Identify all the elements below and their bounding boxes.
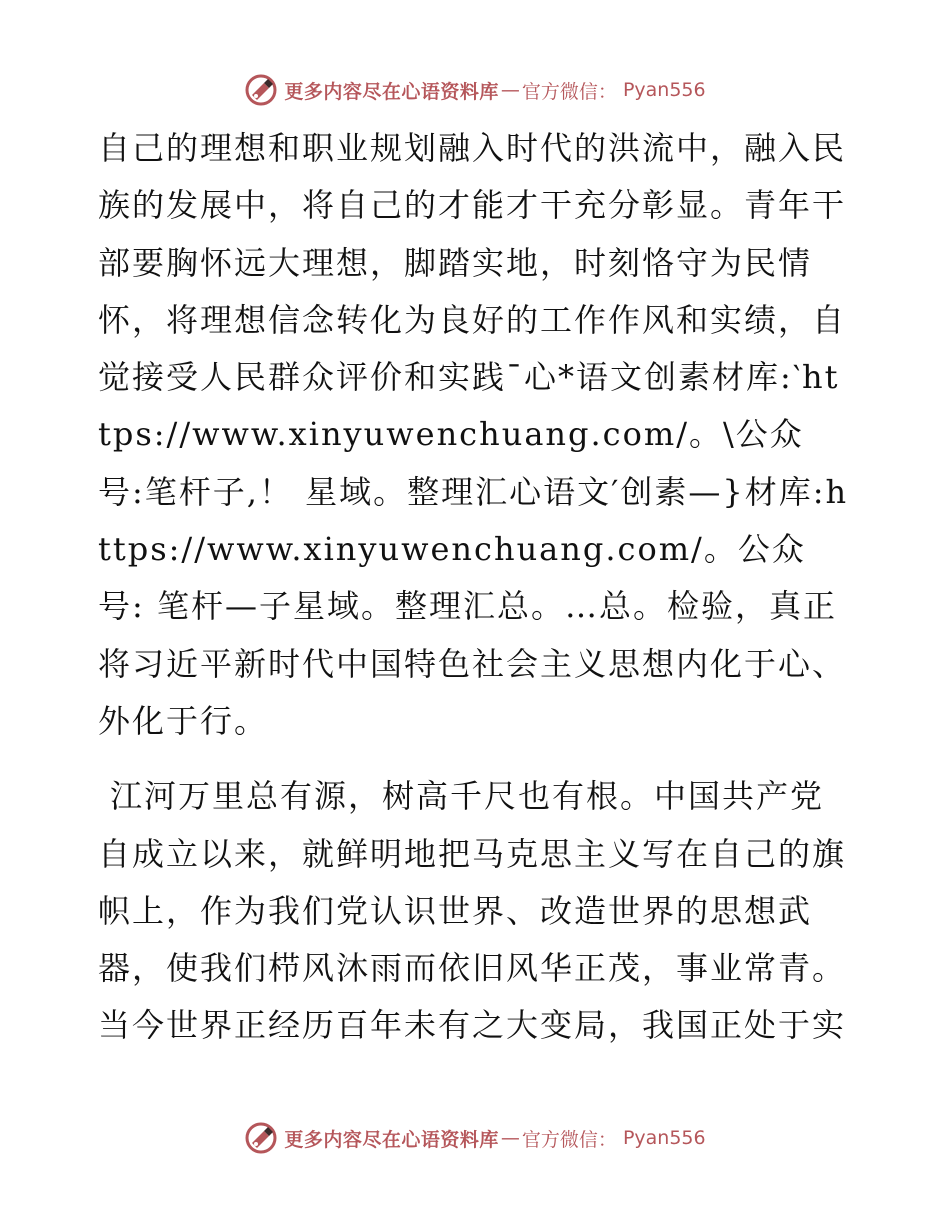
paragraph-2: 江河万里总有源，树高千尺也有根。中国共产党自成立以来，就鲜明地把马克思主义写在自己的旗帜上，作为我们党认识世界、改造世界的思想武器，使我们栉风沐雨而依旧风华正茂，事业常青。当今世界正经历百年未有之大变局，我国正处于实 — [98, 777, 847, 1045]
header-wechat-label: 官方微信： — [521, 80, 617, 103]
header-banner — [0, 70, 950, 110]
footer-banner — [0, 1118, 950, 1158]
document-body — [98, 120, 850, 1055]
paragraph-1: 自己的理想和职业规划融入时代的洪流中，融入民族的发展中，将自己的才能才干充分彰显。青年干部要胸怀远大理想，脚踏实地，时刻恪守为民情怀，将理想信念转化为良好的工作作风和实绩，自觉接受人民群众评价和实践¯心*语文创素材库:‵https://www.xinyuwenchuang.com/。\公众号:笔杆子,！ 星域。整理汇心语文′创素—}材库:https://www.xinyuwenchuang.com/。公众号: 笔杆—子星域。整理汇总。…总。检验，真正将习近平新时代中国特色社会主义思想内化于心、外化于行。 — [98, 129, 849, 740]
header-dash: — — [500, 79, 520, 101]
footer-wechat-label: 官方微信： — [521, 1128, 617, 1151]
footer-dash: — — [500, 1127, 520, 1149]
header-site-text: 更多内容尽在心语资料库 — [284, 80, 499, 103]
footer-wechat-id: Pyan556 — [622, 1127, 706, 1149]
pen-logo-icon — [244, 1121, 278, 1155]
pen-logo-icon — [244, 73, 278, 107]
footer-site-text: 更多内容尽在心语资料库 — [284, 1128, 499, 1151]
header-wechat-id: Pyan556 — [622, 79, 706, 101]
